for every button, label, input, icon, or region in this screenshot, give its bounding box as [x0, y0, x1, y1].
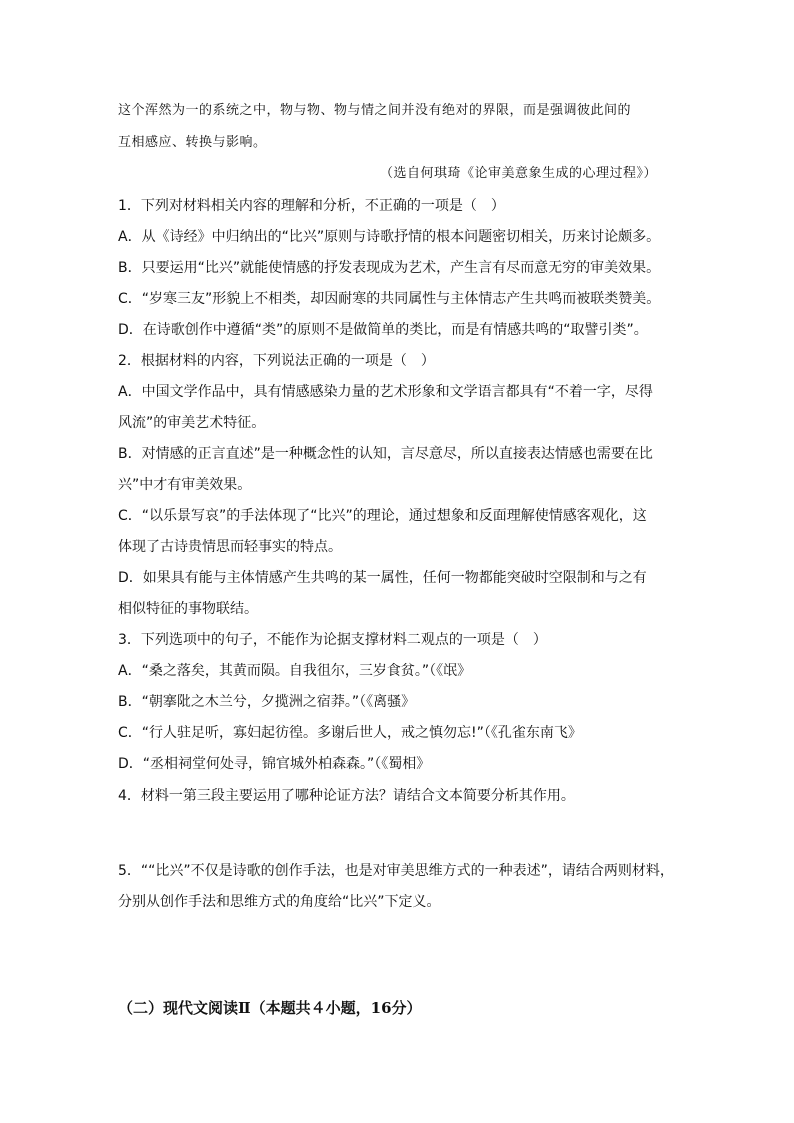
question-2-stem: 2．根据材料的内容，下列说法正确的一项是（ ） — [118, 353, 435, 369]
question-2-option-d-line-2: 相似特征的事物联结。 — [118, 601, 258, 617]
question-5-line-1: 5．““比兴”不仅是诗歌的创作手法，也是对审美思维方式的一种表述”，请结合两则材料， — [118, 863, 674, 879]
question-3-option-a: A．“桑之落矣，其黄而陨。自我徂尔，三岁食贫。”（《氓》 — [118, 663, 472, 679]
question-1-stem: 1．下列对材料相关内容的理解和分析，不正确的一项是（ ） — [118, 198, 505, 214]
question-2-option-c-line-1: C．“以乐景写哀”的手法体现了“比兴”的理论，通过想象和反面理解使情感客观化，这 — [118, 508, 647, 524]
question-4-stem: 4．材料一第三段主要运用了哪种论证方法？请结合文本简要分析其作用。 — [118, 788, 575, 804]
question-3-option-c: C．“行人驻足听，寡妇起彷徨。多谢后世人，戒之慎勿忘!”（《孔雀东南飞》 — [118, 725, 582, 741]
question-1-option-d: D．在诗歌创作中遵循“类”的原则不是做简单的类比，而是有情感共鸣的“取譬引类”。 — [118, 322, 648, 338]
passage-source: （选自何琪琦《论审美意象生成的心理过程》） — [380, 166, 658, 181]
passage-line-1: 这个浑然为一的系统之中，物与物、物与情之间并没有绝对的界限，而是强调彼此间的 — [118, 103, 632, 118]
question-3-stem: 3．下列选项中的句子，不能作为论据支撑材料二观点的一项是（ ） — [118, 632, 547, 648]
question-2-option-a-line-2: 风流”的审美艺术特征。 — [118, 415, 266, 431]
question-2-option-b-line-1: B．对情感的正言直述”是一种概念性的认知，言尽意尽，所以直接表达情感也需要在比 — [118, 446, 653, 462]
question-3-option-d: D．“丞相祠堂何处寻，锦官城外柏森森。”（《蜀相》 — [118, 756, 431, 772]
section-heading: （二）现代文阅读Ⅱ（本题共４小题，16分） — [118, 999, 422, 1017]
question-2-option-b-line-2: 兴”中才有审美效果。 — [118, 477, 252, 493]
question-2-option-a-line-1: A．中国文学作品中，具有情感感染力量的艺术形象和文学语言都具有“不着一字，尽得 — [118, 384, 653, 400]
question-2-option-d-line-1: D．如果具有能与主体情感产生共鸣的某一属性，任何一物都能突破时空限制和与之有 — [118, 570, 647, 586]
question-5-line-2: 分别从创作手法和思维方式的角度给“比兴”下定义。 — [118, 894, 441, 910]
question-1-option-b: B．只要运用“比兴”就能使情感的抒发表现成为艺术，产生言有尽而意无穷的审美效果。 — [118, 260, 661, 276]
question-3-option-b: B．“朝搴阰之木兰兮，夕揽洲之宿莽。”（《离骚》 — [118, 694, 416, 710]
passage-line-2: 互相感应、转换与影响。 — [118, 135, 267, 150]
question-1-option-a: A．从《诗经》中归纳出的“比兴”原则与诗歌抒情的根本问题密切相关，历来讨论颇多。 — [118, 229, 661, 245]
question-1-option-c: C．“岁寒三友”形貌上不相类，却因耐寒的共同属性与主体情志产生共鸣而被联类赞美。 — [118, 291, 661, 307]
question-2-option-c-line-2: 体现了古诗贵情思而轻事实的特点。 — [118, 539, 342, 555]
